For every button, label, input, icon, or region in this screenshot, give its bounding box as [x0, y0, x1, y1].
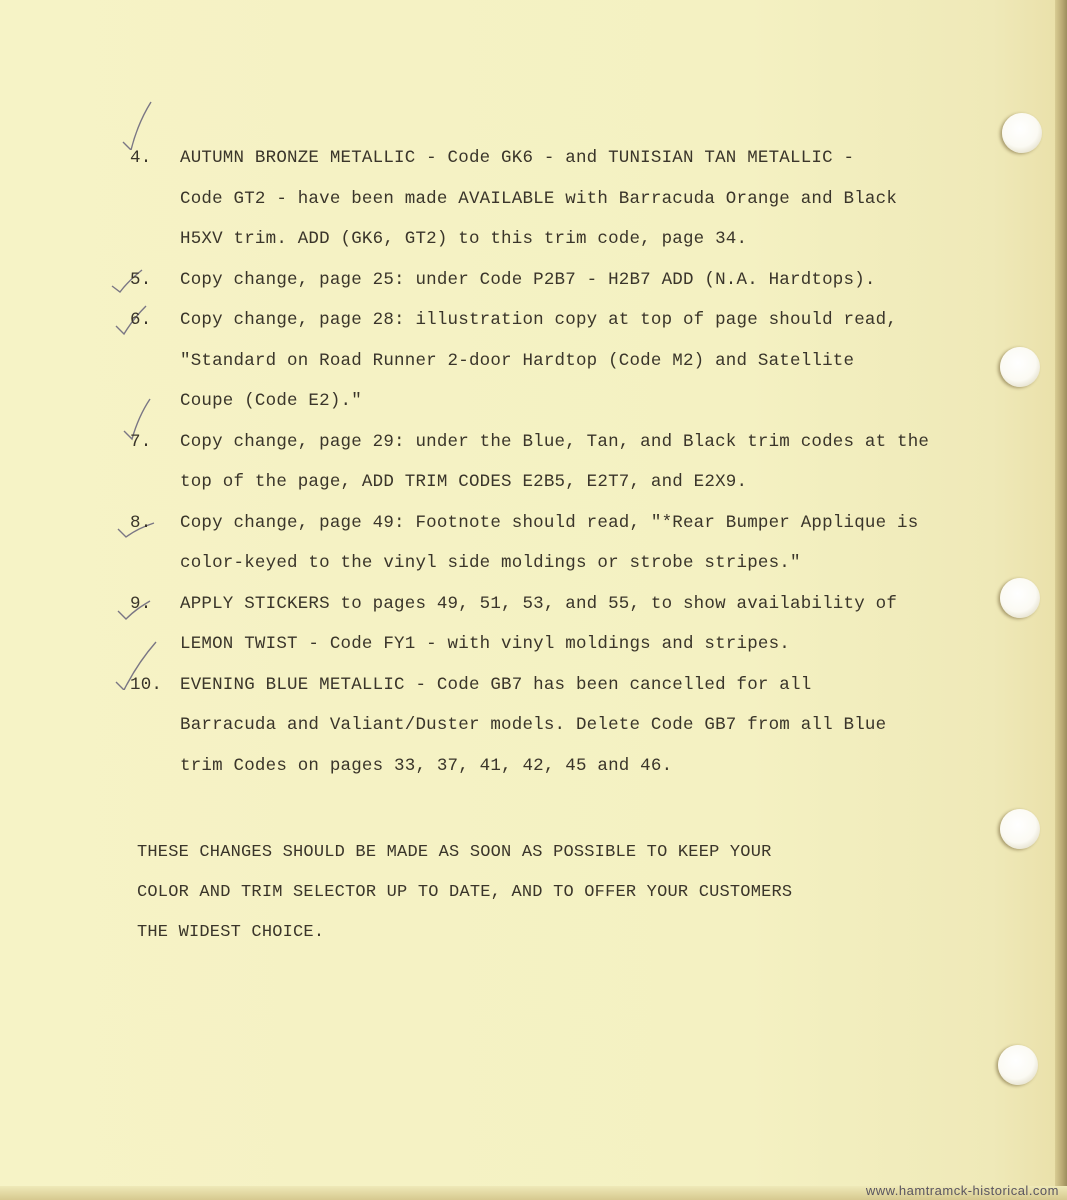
- item-line: APPLY STICKERS to pages 49, 51, 53, and 55, to show availability of: [180, 593, 898, 614]
- item-line: Copy change, page 28: illustration copy at top of page should read,: [180, 310, 898, 330]
- change-list: [130, 138, 930, 786]
- binder-hole-icon: [1000, 578, 1040, 618]
- binder-hole-icon: [998, 1045, 1038, 1085]
- item-number: 7.: [130, 431, 152, 452]
- binder-hole-icon: [1000, 347, 1040, 387]
- item-line: "Standard on Road Runner 2-door Hardtop (Code M2) and Satellite: [180, 350, 855, 371]
- change-item-6: [130, 300, 930, 422]
- item-line: Copy change, page 25: under Code P2B7 - H2B7 ADD (N.A. Hardtops).: [180, 269, 876, 290]
- closing-line: COLOR AND TRIM SELECTOR UP TO DATE, AND TO OFFER YOUR CUSTOMERS: [137, 883, 793, 902]
- closing-line: THESE CHANGES SHOULD BE MADE AS SOON AS POSSIBLE TO KEEP YOUR: [137, 843, 772, 862]
- item-line: LEMON TWIST - Code FY1 - with vinyl moldings and stripes.: [180, 634, 790, 654]
- item-line: AUTUMN BRONZE METALLIC - Code GK6 - and TUNISIAN TAN METALLIC -: [180, 148, 855, 168]
- change-item-9: [130, 584, 930, 665]
- item-line: H5XV trim. ADD (GK6, GT2) to this trim code, page 34.: [180, 229, 748, 249]
- change-item-5: [130, 260, 930, 301]
- item-line: Copy change, page 29: under the Blue, Tan, and Black trim codes at the: [180, 431, 930, 452]
- item-number: 5.: [130, 269, 152, 290]
- item-number: 10.: [130, 674, 163, 695]
- item-line: Copy change, page 49: Footnote should read, "*Rear Bumper Applique is: [180, 512, 919, 533]
- change-item-8: [130, 503, 930, 584]
- item-line: Coupe (Code E2).": [180, 391, 362, 411]
- item-number: 6.: [130, 310, 152, 330]
- item-line: color-keyed to the vinyl side moldings or strobe stripes.": [180, 553, 801, 573]
- change-item-10: [130, 665, 930, 787]
- change-item-7: [130, 422, 930, 503]
- item-number: 9.: [130, 593, 152, 614]
- change-item-4: [130, 138, 930, 260]
- watermark: www.hamtramck-historical.com: [865, 1183, 1059, 1198]
- item-number: 8.: [130, 512, 152, 533]
- binder-hole-icon: [1002, 113, 1042, 153]
- closing-line: THE WIDEST CHOICE.: [137, 923, 325, 942]
- binder-hole-icon: [1000, 809, 1040, 849]
- item-line: Barracuda and Valiant/Duster models. Delete Code GB7 from all Blue: [180, 715, 887, 735]
- item-line: Code GT2 - have been made AVAILABLE with Barracuda Orange and Black: [180, 188, 898, 209]
- item-line: trim Codes on pages 33, 37, 41, 42, 45 and 46.: [180, 755, 673, 776]
- item-number: 4.: [130, 148, 152, 168]
- page-edge: [1055, 0, 1067, 1200]
- closing-paragraph: [137, 833, 917, 953]
- item-line: EVENING BLUE METALLIC - Code GB7 has been cancelled for all: [180, 674, 812, 695]
- item-line: top of the page, ADD TRIM CODES E2B5, E2T7, and E2X9.: [180, 472, 748, 492]
